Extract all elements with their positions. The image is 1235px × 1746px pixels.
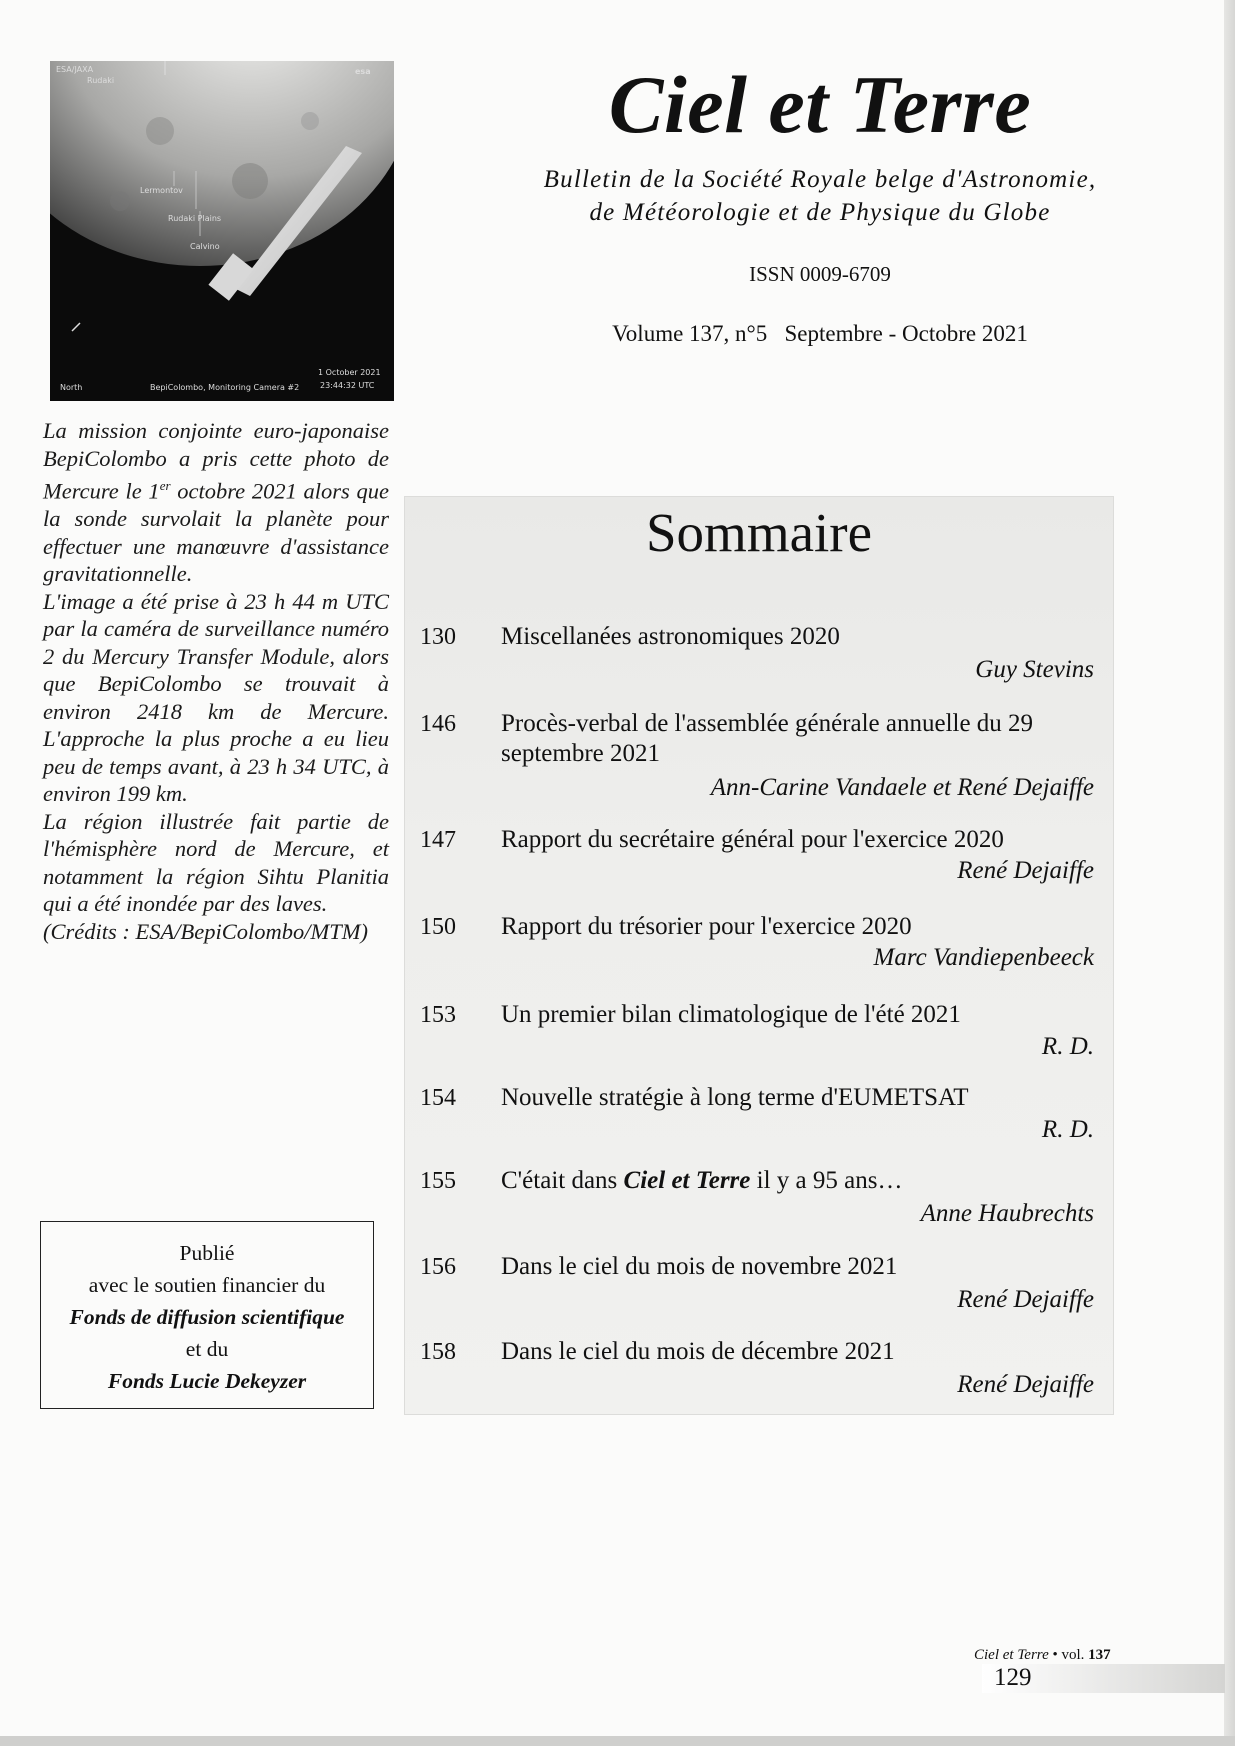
- toc-page-number: 154: [420, 1085, 456, 1111]
- sommaire-heading: Sommaire: [645, 502, 873, 563]
- toc-title: Nouvelle stratégie à long terme d'EUMETSAT: [501, 1084, 969, 1111]
- toc-author: René Dejaiffe: [957, 857, 1094, 884]
- page-number: 129: [994, 1664, 1032, 1691]
- caption-paragraph: La région illustrée fait partie de l'hémisphère nord de Mercure, et notamment la région Sihtu Planitia qui a été inondée par des laves.: [43, 808, 389, 916]
- caption-credits: (Crédits : ESA/BepiColombo/MTM): [43, 918, 368, 944]
- toc-page-number: 150: [420, 914, 456, 940]
- photo-credit-label: ESA/JAXA: [56, 65, 94, 74]
- crater-label-rudaki-plains: Rudaki Plains: [168, 214, 222, 223]
- photo-date: 1 October 2021: [318, 368, 381, 377]
- toc-title: Procès-verbal de l'assemblée générale annuelle du 29 septembre 2021: [501, 710, 1034, 767]
- subtitle-line-2: de Météorologie et de Physique du Globe: [589, 199, 1051, 226]
- toc-page-number: 130: [420, 624, 456, 650]
- volume-issue: Volume 137, n°5 Septembre - Octobre 2021: [612, 321, 1028, 346]
- toc-page-number: 158: [420, 1339, 456, 1365]
- toc-title: Rapport du secrétaire général pour l'exercice 2020: [501, 826, 1004, 853]
- toc-title: [501, 1166, 1101, 1196]
- crater-label-calvino: Calvino: [190, 242, 220, 251]
- bottom-edge: [0, 1736, 1235, 1746]
- toc-title: Dans le ciel du mois de décembre 2021: [501, 1338, 895, 1365]
- sponsor-line: et du: [185, 1337, 229, 1361]
- toc-page-number: 155: [420, 1168, 456, 1194]
- toc-author: Ann-Carine Vandaele et René Dejaiffe: [710, 774, 1094, 801]
- toc-author: R. D.: [1041, 1033, 1094, 1060]
- toc-author: Marc Vandiepenbeeck: [873, 944, 1094, 971]
- mercury-image: [50, 61, 394, 401]
- sponsor-fund-1: Fonds de diffusion scientifique: [69, 1305, 345, 1329]
- caption-text: octobre 2021 alors que la sonde survolait la planète pour effectuer une manœuvre d'assistance gravitationnelle.: [43, 478, 389, 586]
- photo-time: 23:44:32 UTC: [320, 381, 375, 390]
- footer-journal-name: Ciel et Terre: [974, 1647, 1049, 1663]
- esa-logo: esa: [355, 67, 371, 76]
- photo-caption: [43, 417, 389, 945]
- toc-title-part: C'était dans: [501, 1167, 624, 1194]
- caption-paragraph: L'image a été prise à 23 h 44 m UTC par la caméra de surveillance numéro 2 du Mercury Transfer Module, alors que BepiColombo se trouvait à environ 2418 km de Mercure. L'approche la plus proche a eu lieu peu de temps avant, à 23 h 34 UTC, à environ 199 km.: [43, 588, 389, 806]
- cover-photo: [50, 61, 394, 401]
- toc-author: René Dejaiffe: [957, 1371, 1094, 1398]
- toc-author: René Dejaiffe: [957, 1286, 1094, 1313]
- toc-title: Miscellanées astronomiques 2020: [501, 623, 840, 650]
- issn: ISSN 0009-6709: [749, 262, 891, 286]
- sponsor-fund-2: Fonds Lucie Dekeyzer: [107, 1369, 307, 1393]
- toc-title-journal: Ciel et Terre: [623, 1167, 751, 1194]
- toc-page-number: 146: [420, 711, 456, 737]
- page-edge-shadow: [1224, 0, 1235, 1746]
- toc-page-number: 156: [420, 1254, 456, 1280]
- subtitle-line-1: Bulletin de la Société Royale belge d'Astronomie,: [543, 166, 1097, 193]
- journal-title: Ciel et Terre: [608, 59, 1032, 150]
- toc-author: Anne Haubrechts: [920, 1200, 1094, 1227]
- caption-paragraph: [43, 417, 389, 588]
- toc-title: Rapport du trésorier pour l'exercice 2020: [501, 913, 912, 940]
- footer-separator: • vol.: [1048, 1647, 1089, 1663]
- sponsor-box: [40, 1221, 374, 1409]
- toc-page-number: 147: [420, 827, 456, 853]
- toc-author: Guy Stevins: [975, 656, 1094, 683]
- footer-volume: 137: [1088, 1647, 1111, 1663]
- toc-title-part: il y a 95 ans…: [750, 1167, 903, 1194]
- sponsor-line: Publié: [179, 1241, 235, 1265]
- camera-label: BepiColombo, Monitoring Camera #2: [150, 383, 300, 392]
- footer-journal: [974, 1647, 1111, 1664]
- caption-text: La mission conjointe euro-japonaise BepiColombo a pris cette photo de Mercure le 1: [43, 418, 389, 504]
- crater-label-lermontov: Lermontov: [140, 186, 183, 195]
- toc-title: Dans le ciel du mois de novembre 2021: [501, 1253, 898, 1280]
- toc-author: R. D.: [1041, 1116, 1094, 1143]
- journal-subtitle: [440, 163, 1200, 229]
- toc-title: Un premier bilan climatologique de l'été 2021: [501, 1001, 961, 1028]
- caption-superscript: er: [159, 478, 171, 493]
- crater-label-rudaki: Rudaki: [87, 76, 115, 85]
- toc-page-number: 153: [420, 1002, 456, 1028]
- sponsor-line: avec le soutien financier du: [88, 1273, 326, 1297]
- north-label: North: [60, 383, 83, 392]
